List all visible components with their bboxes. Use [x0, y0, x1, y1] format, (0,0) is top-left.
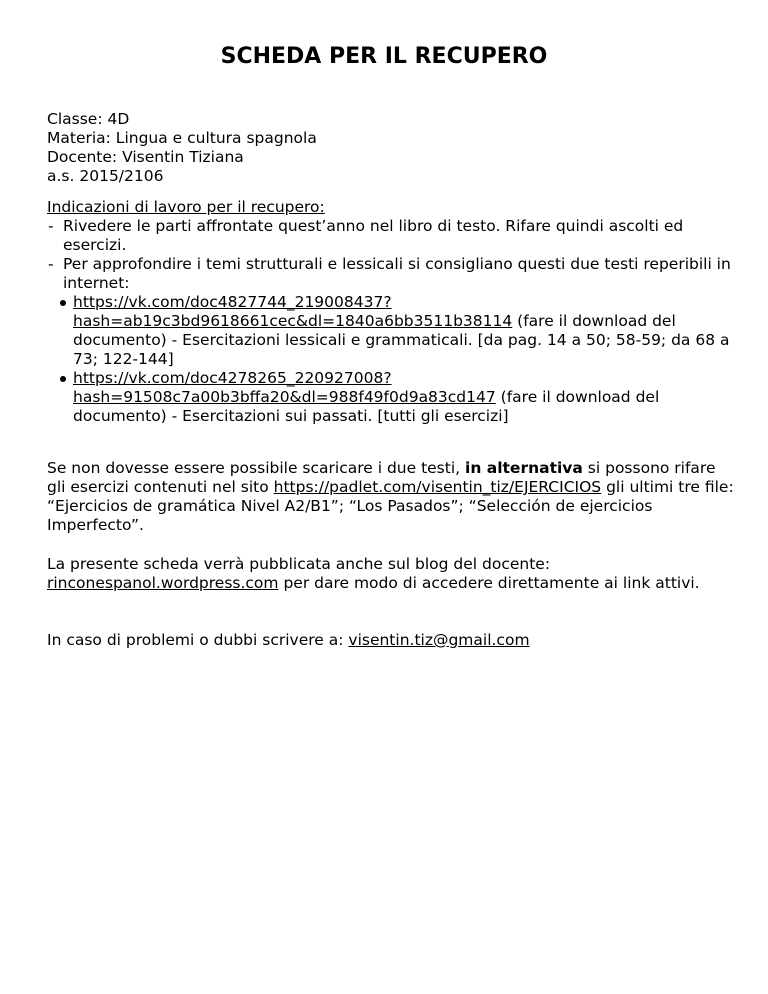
school-year-line: a.s. 2015/2106 [47, 167, 164, 185]
bullet-icon [60, 300, 66, 306]
padlet-link[interactable]: https://padlet.com/visentin_tiz/EJERCICIOS [273, 478, 602, 496]
resource-link-1[interactable]: https://vk.com/doc4827744_219008437? hash=ab19c3bd9618661cec&dl=1840a6bb3511b38114 [73, 293, 513, 330]
resource-link-2[interactable]: https://vk.com/doc4278265_220927008? hash=91508c7a00b3bffa20&dl=988f49f0d9a83cd147 [73, 369, 496, 406]
instructions-heading: Indicazioni di lavoro per il recupero: [47, 198, 325, 216]
instruction-text: Rivedere le parti affrontate quest’anno nel libro di testo. Rifare quindi ascolti ed esercizi. [63, 217, 684, 254]
teacher-line: Docente: Visentin Tiziana [47, 148, 244, 166]
document-title: SCHEDA PER IL RECUPERO [220, 44, 548, 69]
course-info [47, 110, 737, 186]
resource-description: (fare il download del documento) - Esercitazioni sui passati. [tutti gli esercizi] [73, 388, 660, 425]
class-line: Classe: 4D [47, 110, 130, 128]
bullet-icon [60, 376, 66, 382]
subject-line: Materia: Lingua e cultura spagnola [47, 129, 317, 147]
instruction-item [47, 255, 737, 426]
instructions-section [47, 198, 737, 426]
alternative-paragraph: Se non dovesse essere possibile scaricare i due testi, in alternativa si possono rifare gli esercizi contenuti nel sito https://padlet.com/visentin_tiz/EJERCICIOS gli ultimi tre file: “Ejercicios de gramática Nivel A2/B1”; “Los Pasados”; “Selección de ejercicios Imperfecto”. [47, 459, 734, 534]
blog-paragraph: La presente scheda verrà pubblicata anche sul blog del docente: rinconespanol.wordpress.com per dare modo di accedere direttamente ai link attivi. [47, 555, 700, 592]
blog-link[interactable]: rinconespanol.wordpress.com [47, 574, 279, 592]
resource-description: (fare il download del documento) - Esercitazioni lessicali e grammaticali. [da pag. 14 a 50; 58-59; da 68 a 73; 122-144] [73, 312, 730, 368]
resource-item [47, 369, 737, 426]
dash-marker: - [48, 217, 54, 235]
instruction-item [47, 217, 737, 255]
resource-list [47, 293, 737, 426]
emphasis-text: in alternativa [465, 459, 583, 477]
email-link[interactable]: visentin.tiz@gmail.com [348, 631, 530, 649]
dash-marker: - [48, 255, 54, 273]
resource-item [47, 293, 737, 369]
instructions-list [47, 217, 737, 426]
contact-paragraph: In caso di problemi o dubbi scrivere a: visentin.tiz@gmail.com [47, 631, 530, 649]
instruction-text: Per approfondire i temi strutturali e lessicali si consigliano questi due testi reperibili in internet: [63, 255, 731, 292]
